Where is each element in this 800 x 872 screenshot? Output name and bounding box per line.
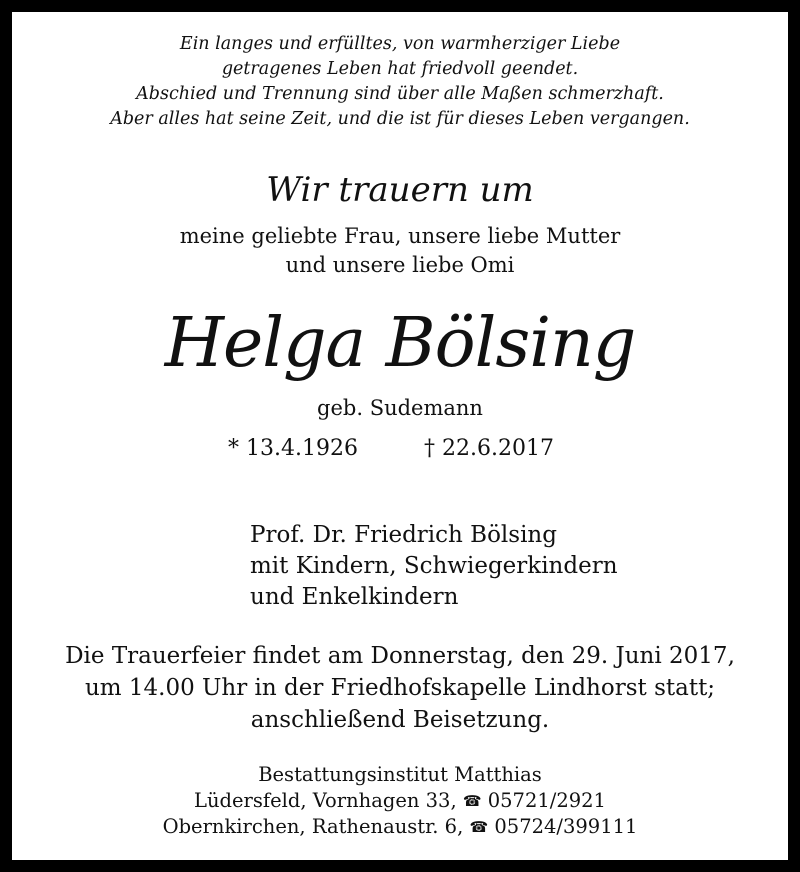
mourning-heading: Wir trauern um [266,170,534,210]
funeral-line-2: um 14.00 Uhr in der Friedhofskapelle Lindhorst statt; [84,675,716,701]
undertaker-address-2 [12,814,788,840]
deceased-name: Helga Bölsing [164,304,636,383]
family-line-3: und Enkelkindern [250,584,459,610]
mourning-line-2: und unsere liebe Omi [285,253,515,277]
obituary-notice [12,12,788,860]
family-line-1: Prof. Dr. Friedrich Bölsing [250,522,557,548]
undertaker-address-1 [12,788,788,814]
telephone-icon: ☎ [469,818,489,836]
birth-name: geb. Sudemann [317,396,483,420]
phone-1: 05721/2921 [487,789,606,812]
telephone-icon: ☎ [462,792,482,810]
undertaker-name: Bestattungsinstitut Matthias [258,763,542,786]
address-1-text: Lüdersfeld, Vornhagen 33, [194,789,457,812]
poem-line-1: Ein langes und erfülltes, von warmherziger Liebe [179,34,621,54]
phone-2: 05724/399111 [494,815,638,838]
poem-line-2: getragenes Leben hat friedvoll geendet. [221,59,579,79]
funeral-line-1: Die Trauerfeier findet am Donnerstag, den 29. Juni 2017, [65,643,735,669]
poem-line-4: Aber alles hat seine Zeit, und die ist für dieses Leben vergangen. [110,109,690,129]
mourning-line-1: meine geliebte Frau, unsere liebe Mutter [179,224,621,248]
funeral-line-3: anschließend Beisetzung. [250,707,550,733]
death-date: † 22.6.2017 [424,436,554,461]
address-2-text: Obernkirchen, Rathenaustr. 6, [162,815,464,838]
birth-date: * 13.4.1926 [228,436,358,461]
poem-line-3: Abschied und Trennung sind über alle Maßen schmerzhaft. [136,84,664,104]
family-line-2: mit Kindern, Schwiegerkindern [250,553,618,579]
